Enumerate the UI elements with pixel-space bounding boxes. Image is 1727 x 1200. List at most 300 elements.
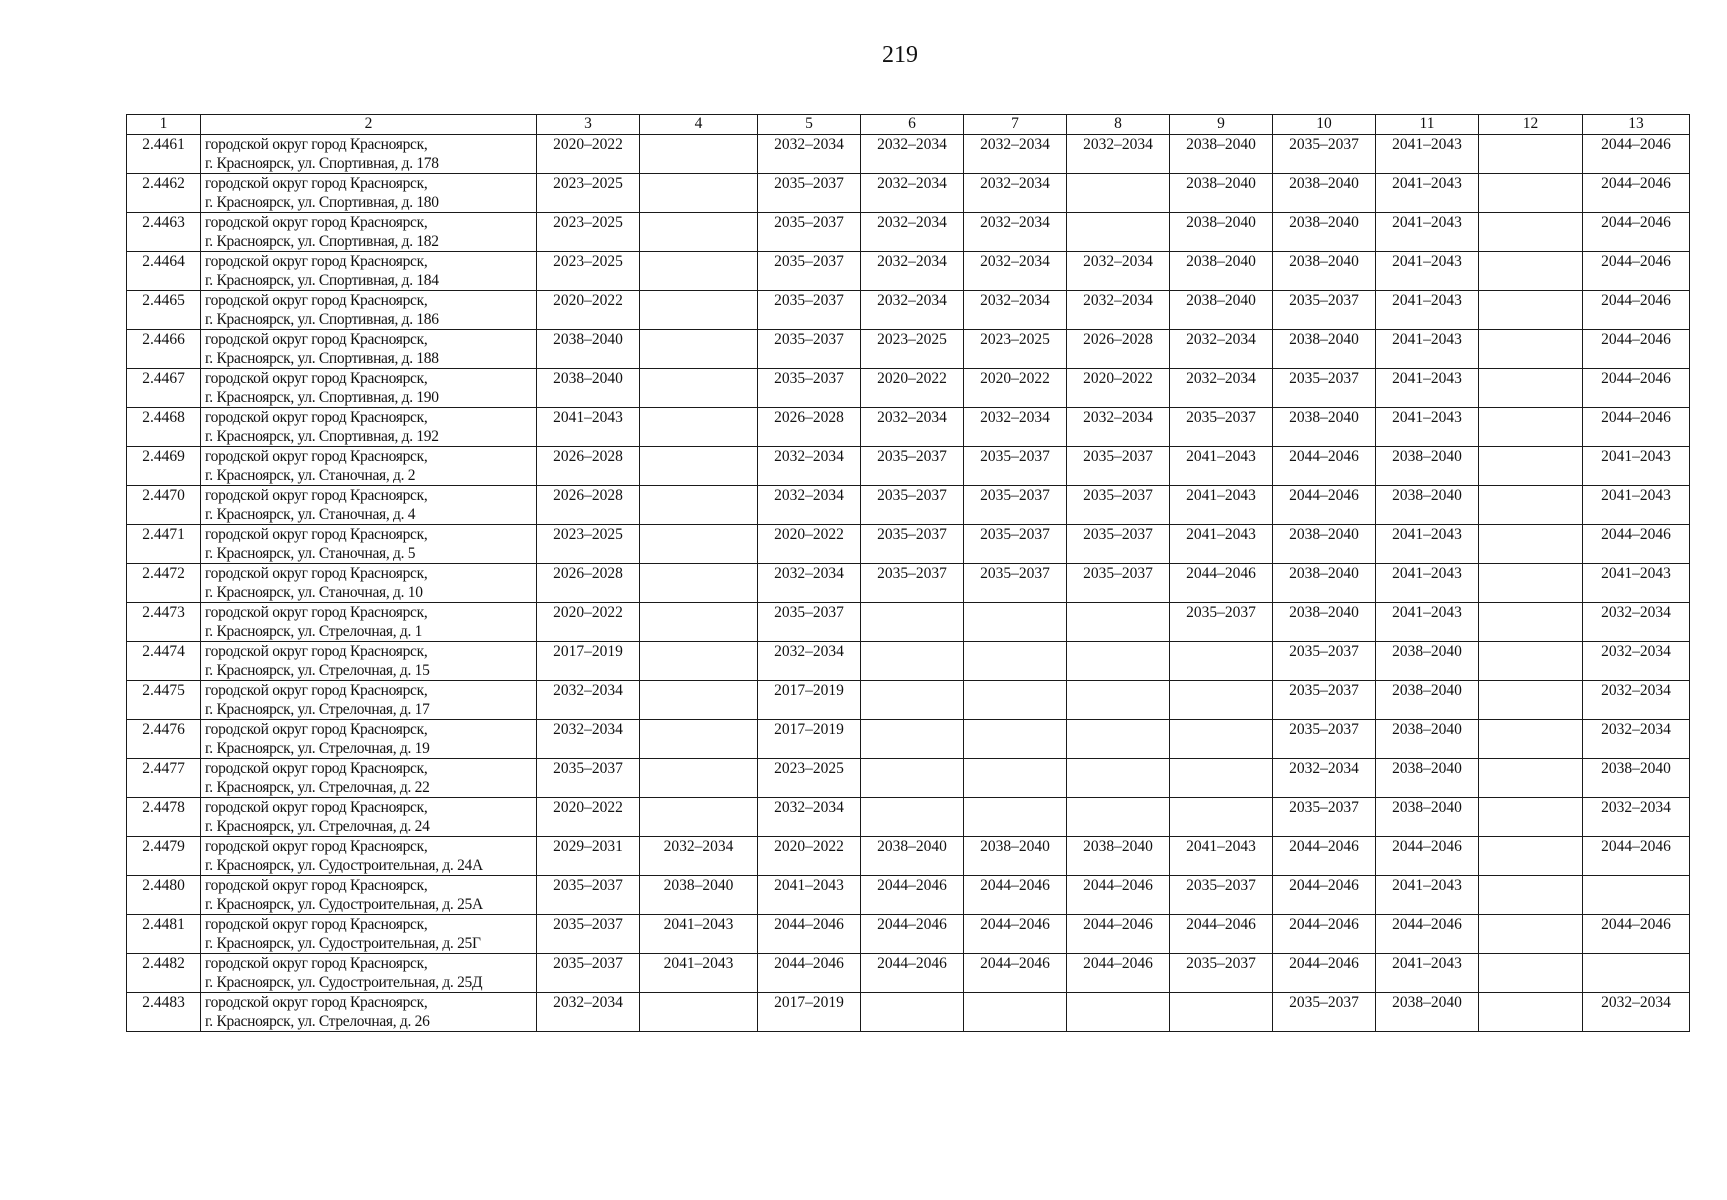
period-cell-3: 2026–2028 xyxy=(537,486,640,525)
column-number-header: 1 xyxy=(127,115,201,135)
period-cell-4: 2038–2040 xyxy=(640,876,758,915)
row-number-cell: 2.4477 xyxy=(127,759,201,798)
period-cell-13: 2044–2046 xyxy=(1583,915,1690,954)
row-number-cell: 2.4469 xyxy=(127,447,201,486)
period-cell-12 xyxy=(1479,213,1583,252)
period-cell-6 xyxy=(861,759,964,798)
period-cell-10: 2038–2040 xyxy=(1273,408,1376,447)
period-cell-7: 2035–2037 xyxy=(964,447,1067,486)
period-cell-13: 2044–2046 xyxy=(1583,525,1690,564)
period-cell-10: 2044–2046 xyxy=(1273,447,1376,486)
period-cell-5: 2017–2019 xyxy=(758,681,861,720)
period-cell-3: 2026–2028 xyxy=(537,447,640,486)
table-row xyxy=(127,759,1690,798)
period-cell-5: 2035–2037 xyxy=(758,330,861,369)
period-cell-7: 2032–2034 xyxy=(964,291,1067,330)
period-cell-4 xyxy=(640,720,758,759)
column-number-header: 9 xyxy=(1170,115,1273,135)
period-cell-9: 2038–2040 xyxy=(1170,213,1273,252)
table-row xyxy=(127,330,1690,369)
row-number-cell: 2.4480 xyxy=(127,876,201,915)
period-cell-6: 2035–2037 xyxy=(861,564,964,603)
period-cell-10: 2044–2046 xyxy=(1273,876,1376,915)
address-street-line: г. Красноярск, ул. Стрелочная, д. 1 xyxy=(205,623,423,640)
period-cell-6: 2044–2046 xyxy=(861,915,964,954)
schedule-table xyxy=(126,114,1690,1032)
period-cell-7: 2032–2034 xyxy=(964,135,1067,174)
period-cell-12 xyxy=(1479,798,1583,837)
period-cell-13: 2044–2046 xyxy=(1583,291,1690,330)
period-cell-13: 2032–2034 xyxy=(1583,720,1690,759)
period-cell-7: 2035–2037 xyxy=(964,564,1067,603)
period-cell-9: 2044–2046 xyxy=(1170,564,1273,603)
address-district-line: городской округ город Красноярск, xyxy=(205,448,428,465)
period-cell-3: 2023–2025 xyxy=(537,213,640,252)
period-cell-3: 2038–2040 xyxy=(537,330,640,369)
table-row xyxy=(127,603,1690,642)
column-number-header: 6 xyxy=(861,115,964,135)
period-cell-8: 2032–2034 xyxy=(1067,291,1170,330)
address-district-line: городской округ город Красноярск, xyxy=(205,487,428,504)
period-cell-13 xyxy=(1583,954,1690,993)
row-number-cell: 2.4462 xyxy=(127,174,201,213)
period-cell-3: 2038–2040 xyxy=(537,369,640,408)
table-row xyxy=(127,993,1690,1032)
period-cell-6 xyxy=(861,798,964,837)
address-street-line: г. Красноярск, ул. Спортивная, д. 192 xyxy=(205,428,439,445)
address-district-line: городской округ город Красноярск, xyxy=(205,838,428,855)
period-cell-9: 2038–2040 xyxy=(1170,174,1273,213)
period-cell-13: 2041–2043 xyxy=(1583,447,1690,486)
address-street-line: г. Красноярск, ул. Стрелочная, д. 26 xyxy=(205,1013,430,1030)
period-cell-13: 2044–2046 xyxy=(1583,369,1690,408)
period-cell-11: 2044–2046 xyxy=(1376,915,1479,954)
period-cell-9: 2044–2046 xyxy=(1170,915,1273,954)
row-number-cell: 2.4483 xyxy=(127,993,201,1032)
column-number-header: 4 xyxy=(640,115,758,135)
address-cell xyxy=(201,291,537,330)
table-row xyxy=(127,486,1690,525)
table-row xyxy=(127,369,1690,408)
period-cell-3: 2023–2025 xyxy=(537,252,640,291)
period-cell-7: 2032–2034 xyxy=(964,174,1067,213)
address-street-line: г. Красноярск, ул. Судостроительная, д. 25Г xyxy=(205,935,481,952)
period-cell-3: 2026–2028 xyxy=(537,564,640,603)
period-cell-11: 2041–2043 xyxy=(1376,876,1479,915)
period-cell-13: 2032–2034 xyxy=(1583,642,1690,681)
address-district-line: городской округ город Красноярск, xyxy=(205,292,428,309)
period-cell-7: 2032–2034 xyxy=(964,213,1067,252)
address-district-line: городской округ город Красноярск, xyxy=(205,214,428,231)
period-cell-9: 2041–2043 xyxy=(1170,837,1273,876)
address-street-line: г. Красноярск, ул. Спортивная, д. 186 xyxy=(205,311,439,328)
table-row xyxy=(127,954,1690,993)
address-street-line: г. Красноярск, ул. Судостроительная, д. 25А xyxy=(205,896,483,913)
address-district-line: городской округ город Красноярск, xyxy=(205,331,428,348)
period-cell-7: 2032–2034 xyxy=(964,408,1067,447)
row-number-cell: 2.4482 xyxy=(127,954,201,993)
period-cell-3: 2023–2025 xyxy=(537,525,640,564)
period-cell-13: 2032–2034 xyxy=(1583,603,1690,642)
period-cell-5: 2017–2019 xyxy=(758,720,861,759)
period-cell-5: 2017–2019 xyxy=(758,993,861,1032)
period-cell-13: 2032–2034 xyxy=(1583,993,1690,1032)
address-district-line: городской округ город Красноярск, xyxy=(205,136,428,153)
period-cell-11: 2038–2040 xyxy=(1376,447,1479,486)
column-number-header: 11 xyxy=(1376,115,1479,135)
address-cell xyxy=(201,798,537,837)
period-cell-5: 2026–2028 xyxy=(758,408,861,447)
period-cell-8 xyxy=(1067,642,1170,681)
period-cell-13: 2044–2046 xyxy=(1583,330,1690,369)
row-number-cell: 2.4475 xyxy=(127,681,201,720)
address-district-line: городской округ город Красноярск, xyxy=(205,916,428,933)
period-cell-6: 2032–2034 xyxy=(861,408,964,447)
row-number-cell: 2.4468 xyxy=(127,408,201,447)
period-cell-10: 2035–2037 xyxy=(1273,798,1376,837)
period-cell-5: 2032–2034 xyxy=(758,135,861,174)
period-cell-11: 2038–2040 xyxy=(1376,720,1479,759)
column-number-header: 13 xyxy=(1583,115,1690,135)
period-cell-12 xyxy=(1479,291,1583,330)
period-cell-9 xyxy=(1170,642,1273,681)
address-district-line: городской округ город Красноярск, xyxy=(205,877,428,894)
period-cell-5: 2020–2022 xyxy=(758,837,861,876)
period-cell-3: 2020–2022 xyxy=(537,603,640,642)
period-cell-9: 2038–2040 xyxy=(1170,135,1273,174)
period-cell-10: 2038–2040 xyxy=(1273,252,1376,291)
column-number-header: 8 xyxy=(1067,115,1170,135)
address-cell xyxy=(201,603,537,642)
period-cell-12 xyxy=(1479,681,1583,720)
period-cell-9 xyxy=(1170,759,1273,798)
address-street-line: г. Красноярск, ул. Спортивная, д. 190 xyxy=(205,389,439,406)
period-cell-12 xyxy=(1479,408,1583,447)
period-cell-10: 2035–2037 xyxy=(1273,135,1376,174)
period-cell-10: 2035–2037 xyxy=(1273,291,1376,330)
period-cell-9 xyxy=(1170,681,1273,720)
address-street-line: г. Красноярск, ул. Станочная, д. 5 xyxy=(205,545,416,562)
column-number-header: 12 xyxy=(1479,115,1583,135)
period-cell-3: 2020–2022 xyxy=(537,291,640,330)
address-district-line: городской округ город Красноярск, xyxy=(205,955,428,972)
period-cell-13: 2044–2046 xyxy=(1583,408,1690,447)
period-cell-3: 2032–2034 xyxy=(537,681,640,720)
period-cell-4 xyxy=(640,213,758,252)
period-cell-7: 2020–2022 xyxy=(964,369,1067,408)
period-cell-8: 2044–2046 xyxy=(1067,876,1170,915)
table-row xyxy=(127,525,1690,564)
period-cell-7: 2035–2037 xyxy=(964,525,1067,564)
period-cell-3: 2017–2019 xyxy=(537,642,640,681)
period-cell-12 xyxy=(1479,603,1583,642)
period-cell-5: 2035–2037 xyxy=(758,603,861,642)
address-cell xyxy=(201,681,537,720)
period-cell-9: 2038–2040 xyxy=(1170,291,1273,330)
period-cell-12 xyxy=(1479,135,1583,174)
period-cell-5: 2035–2037 xyxy=(758,174,861,213)
period-cell-9: 2035–2037 xyxy=(1170,876,1273,915)
period-cell-13: 2044–2046 xyxy=(1583,135,1690,174)
period-cell-12 xyxy=(1479,837,1583,876)
period-cell-8: 2035–2037 xyxy=(1067,525,1170,564)
address-cell xyxy=(201,993,537,1032)
address-district-line: городской округ город Красноярск, xyxy=(205,526,428,543)
address-district-line: городской округ город Красноярск, xyxy=(205,643,428,660)
period-cell-11: 2038–2040 xyxy=(1376,759,1479,798)
period-cell-4 xyxy=(640,486,758,525)
period-cell-4 xyxy=(640,408,758,447)
period-cell-6: 2032–2034 xyxy=(861,174,964,213)
period-cell-13: 2041–2043 xyxy=(1583,486,1690,525)
period-cell-10: 2035–2037 xyxy=(1273,642,1376,681)
period-cell-6: 2032–2034 xyxy=(861,291,964,330)
period-cell-8: 2038–2040 xyxy=(1067,837,1170,876)
period-cell-3: 2032–2034 xyxy=(537,993,640,1032)
row-number-cell: 2.4467 xyxy=(127,369,201,408)
period-cell-7 xyxy=(964,603,1067,642)
row-number-cell: 2.4478 xyxy=(127,798,201,837)
period-cell-9 xyxy=(1170,720,1273,759)
period-cell-4 xyxy=(640,447,758,486)
period-cell-3: 2035–2037 xyxy=(537,954,640,993)
period-cell-11: 2038–2040 xyxy=(1376,681,1479,720)
address-cell xyxy=(201,642,537,681)
period-cell-4 xyxy=(640,135,758,174)
period-cell-6: 2035–2037 xyxy=(861,486,964,525)
period-cell-9: 2035–2037 xyxy=(1170,954,1273,993)
period-cell-10: 2044–2046 xyxy=(1273,486,1376,525)
period-cell-11: 2041–2043 xyxy=(1376,252,1479,291)
period-cell-12 xyxy=(1479,993,1583,1032)
period-cell-12 xyxy=(1479,486,1583,525)
row-number-cell: 2.4474 xyxy=(127,642,201,681)
period-cell-4 xyxy=(640,525,758,564)
period-cell-11: 2041–2043 xyxy=(1376,369,1479,408)
period-cell-12 xyxy=(1479,174,1583,213)
address-cell xyxy=(201,720,537,759)
table-row xyxy=(127,876,1690,915)
period-cell-3: 2029–2031 xyxy=(537,837,640,876)
address-district-line: городской округ город Красноярск, xyxy=(205,799,428,816)
period-cell-6 xyxy=(861,603,964,642)
period-cell-8: 2044–2046 xyxy=(1067,954,1170,993)
period-cell-13: 2044–2046 xyxy=(1583,252,1690,291)
row-number-cell: 2.4472 xyxy=(127,564,201,603)
period-cell-11: 2038–2040 xyxy=(1376,798,1479,837)
period-cell-8: 2032–2034 xyxy=(1067,135,1170,174)
period-cell-8: 2032–2034 xyxy=(1067,252,1170,291)
period-cell-13: 2044–2046 xyxy=(1583,837,1690,876)
period-cell-11: 2041–2043 xyxy=(1376,408,1479,447)
period-cell-4 xyxy=(640,759,758,798)
period-cell-5: 2023–2025 xyxy=(758,759,861,798)
address-cell xyxy=(201,759,537,798)
period-cell-10: 2038–2040 xyxy=(1273,213,1376,252)
period-cell-6 xyxy=(861,720,964,759)
period-cell-8: 2035–2037 xyxy=(1067,486,1170,525)
period-cell-8: 2035–2037 xyxy=(1067,564,1170,603)
address-cell xyxy=(201,252,537,291)
address-street-line: г. Красноярск, ул. Спортивная, д. 188 xyxy=(205,350,439,367)
period-cell-11: 2038–2040 xyxy=(1376,642,1479,681)
period-cell-12 xyxy=(1479,369,1583,408)
period-cell-7 xyxy=(964,759,1067,798)
period-cell-4 xyxy=(640,993,758,1032)
table-row xyxy=(127,720,1690,759)
period-cell-9: 2032–2034 xyxy=(1170,330,1273,369)
table-body xyxy=(127,135,1690,1032)
period-cell-10: 2044–2046 xyxy=(1273,837,1376,876)
address-cell xyxy=(201,486,537,525)
row-number-cell: 2.4473 xyxy=(127,603,201,642)
period-cell-8 xyxy=(1067,759,1170,798)
period-cell-6 xyxy=(861,993,964,1032)
period-cell-6: 2044–2046 xyxy=(861,876,964,915)
period-cell-12 xyxy=(1479,525,1583,564)
period-cell-4 xyxy=(640,330,758,369)
column-number-header: 10 xyxy=(1273,115,1376,135)
address-district-line: городской округ город Красноярск, xyxy=(205,175,428,192)
column-number-header: 3 xyxy=(537,115,640,135)
period-cell-6: 2032–2034 xyxy=(861,213,964,252)
period-cell-3: 2041–2043 xyxy=(537,408,640,447)
table-row xyxy=(127,213,1690,252)
table-row xyxy=(127,447,1690,486)
address-street-line: г. Красноярск, ул. Станочная, д. 10 xyxy=(205,584,423,601)
table-row xyxy=(127,681,1690,720)
address-cell xyxy=(201,954,537,993)
period-cell-13: 2032–2034 xyxy=(1583,681,1690,720)
period-cell-8: 2032–2034 xyxy=(1067,408,1170,447)
period-cell-6: 2023–2025 xyxy=(861,330,964,369)
period-cell-8 xyxy=(1067,993,1170,1032)
period-cell-12 xyxy=(1479,564,1583,603)
period-cell-4 xyxy=(640,369,758,408)
period-cell-6: 2020–2022 xyxy=(861,369,964,408)
period-cell-11: 2041–2043 xyxy=(1376,213,1479,252)
period-cell-13: 2044–2046 xyxy=(1583,174,1690,213)
period-cell-11: 2044–2046 xyxy=(1376,837,1479,876)
address-cell xyxy=(201,408,537,447)
address-cell xyxy=(201,564,537,603)
period-cell-4 xyxy=(640,603,758,642)
period-cell-11: 2041–2043 xyxy=(1376,330,1479,369)
period-cell-10: 2038–2040 xyxy=(1273,603,1376,642)
period-cell-3: 2035–2037 xyxy=(537,759,640,798)
period-cell-8 xyxy=(1067,174,1170,213)
address-cell xyxy=(201,837,537,876)
period-cell-4: 2041–2043 xyxy=(640,954,758,993)
period-cell-12 xyxy=(1479,876,1583,915)
period-cell-11: 2041–2043 xyxy=(1376,525,1479,564)
table-row xyxy=(127,174,1690,213)
period-cell-12 xyxy=(1479,447,1583,486)
period-cell-4 xyxy=(640,681,758,720)
table-row xyxy=(127,837,1690,876)
period-cell-11: 2041–2043 xyxy=(1376,291,1479,330)
address-street-line: г. Красноярск, ул. Судостроительная, д. 24А xyxy=(205,857,483,874)
address-district-line: городской округ город Красноярск, xyxy=(205,370,428,387)
period-cell-5: 2032–2034 xyxy=(758,486,861,525)
period-cell-7: 2035–2037 xyxy=(964,486,1067,525)
period-cell-4 xyxy=(640,291,758,330)
period-cell-6: 2032–2034 xyxy=(861,252,964,291)
period-cell-7: 2044–2046 xyxy=(964,915,1067,954)
address-street-line: г. Красноярск, ул. Судостроительная, д. 25Д xyxy=(205,974,483,991)
period-cell-12 xyxy=(1479,759,1583,798)
row-number-cell: 2.4476 xyxy=(127,720,201,759)
table-row xyxy=(127,252,1690,291)
period-cell-10: 2044–2046 xyxy=(1273,954,1376,993)
period-cell-11: 2041–2043 xyxy=(1376,174,1479,213)
period-cell-9 xyxy=(1170,993,1273,1032)
period-cell-7 xyxy=(964,798,1067,837)
period-cell-12 xyxy=(1479,915,1583,954)
period-cell-11: 2041–2043 xyxy=(1376,564,1479,603)
period-cell-10: 2044–2046 xyxy=(1273,915,1376,954)
page-number: 219 xyxy=(882,42,918,68)
address-street-line: г. Красноярск, ул. Стрелочная, д. 17 xyxy=(205,701,430,718)
period-cell-13: 2044–2046 xyxy=(1583,213,1690,252)
period-cell-9 xyxy=(1170,798,1273,837)
address-district-line: городской округ город Красноярск, xyxy=(205,994,428,1011)
address-district-line: городской округ город Красноярск, xyxy=(205,604,428,621)
period-cell-12 xyxy=(1479,720,1583,759)
period-cell-3: 2035–2037 xyxy=(537,915,640,954)
address-cell xyxy=(201,876,537,915)
period-cell-3: 2035–2037 xyxy=(537,876,640,915)
period-cell-8 xyxy=(1067,798,1170,837)
period-cell-12 xyxy=(1479,642,1583,681)
period-cell-11: 2041–2043 xyxy=(1376,603,1479,642)
period-cell-8 xyxy=(1067,603,1170,642)
period-cell-5: 2044–2046 xyxy=(758,915,861,954)
address-street-line: г. Красноярск, ул. Стрелочная, д. 15 xyxy=(205,662,430,679)
table-row xyxy=(127,915,1690,954)
period-cell-10: 2038–2040 xyxy=(1273,174,1376,213)
row-number-cell: 2.4471 xyxy=(127,525,201,564)
period-cell-7: 2023–2025 xyxy=(964,330,1067,369)
period-cell-13 xyxy=(1583,876,1690,915)
period-cell-7: 2044–2046 xyxy=(964,876,1067,915)
period-cell-10: 2035–2037 xyxy=(1273,720,1376,759)
address-district-line: городской округ город Красноярск, xyxy=(205,253,428,270)
period-cell-6: 2032–2034 xyxy=(861,135,964,174)
period-cell-3: 2032–2034 xyxy=(537,720,640,759)
period-cell-5: 2032–2034 xyxy=(758,798,861,837)
period-cell-10: 2035–2037 xyxy=(1273,993,1376,1032)
address-cell xyxy=(201,135,537,174)
period-cell-6 xyxy=(861,642,964,681)
address-district-line: городской округ город Красноярск, xyxy=(205,721,428,738)
address-cell xyxy=(201,174,537,213)
period-cell-5: 2020–2022 xyxy=(758,525,861,564)
row-number-cell: 2.4465 xyxy=(127,291,201,330)
period-cell-10: 2035–2037 xyxy=(1273,681,1376,720)
period-cell-13: 2032–2034 xyxy=(1583,798,1690,837)
period-cell-7 xyxy=(964,993,1067,1032)
period-cell-8: 2044–2046 xyxy=(1067,915,1170,954)
address-street-line: г. Красноярск, ул. Спортивная, д. 180 xyxy=(205,194,439,211)
period-cell-8: 2026–2028 xyxy=(1067,330,1170,369)
period-cell-6: 2035–2037 xyxy=(861,525,964,564)
period-cell-7: 2038–2040 xyxy=(964,837,1067,876)
period-cell-5: 2041–2043 xyxy=(758,876,861,915)
period-cell-11: 2041–2043 xyxy=(1376,954,1479,993)
period-cell-13: 2041–2043 xyxy=(1583,564,1690,603)
table-row xyxy=(127,564,1690,603)
